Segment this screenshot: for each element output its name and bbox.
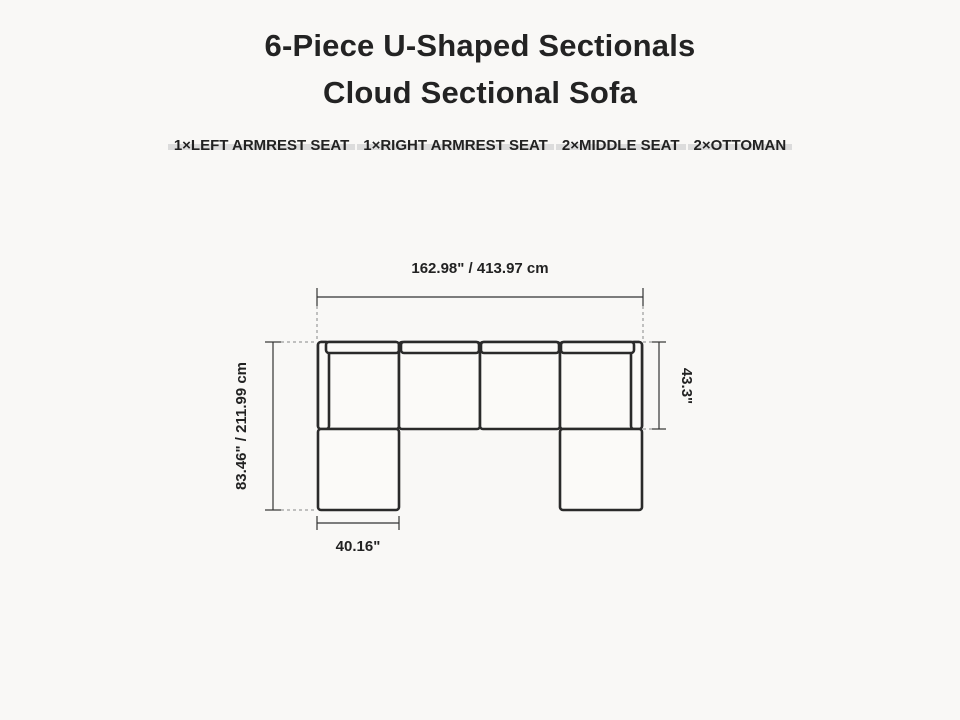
ottoman-left: [318, 429, 399, 510]
ottoman-width-dimension: [317, 516, 399, 555]
title-line-2: Cloud Sectional Sofa: [322, 75, 638, 110]
right-armrest-seat: [560, 342, 642, 429]
middle-seat: [399, 342, 480, 429]
title-line-1: 6-Piece U-Shaped Sectionals: [264, 28, 696, 63]
left-armrest-seat: [318, 342, 399, 429]
ottoman-right: [560, 429, 642, 510]
middle-seat: [480, 342, 560, 429]
width-dimension-label: 162.98" / 413.97 cm: [411, 260, 549, 277]
component-left-armrest-seat: 1×LEFT ARMREST SEAT: [168, 137, 355, 154]
seat-depth-dimension-label: 43.3": [678, 367, 695, 405]
component-middle-seat: 2×MIDDLE SEAT: [556, 137, 686, 154]
seat-depth-dimension: [643, 342, 695, 429]
component-ottoman: 2×OTTOMAN: [688, 137, 793, 154]
component-right-armrest-seat: 1×RIGHT ARMREST SEAT: [357, 137, 554, 154]
sofa-pieces: [318, 342, 642, 510]
depth-dimension: [233, 342, 317, 510]
depth-dimension-label: 83.46" / 211.99 cm: [233, 361, 250, 491]
ottoman-width-dimension-label: 40.16": [335, 538, 381, 555]
width-dimension: [317, 260, 643, 342]
